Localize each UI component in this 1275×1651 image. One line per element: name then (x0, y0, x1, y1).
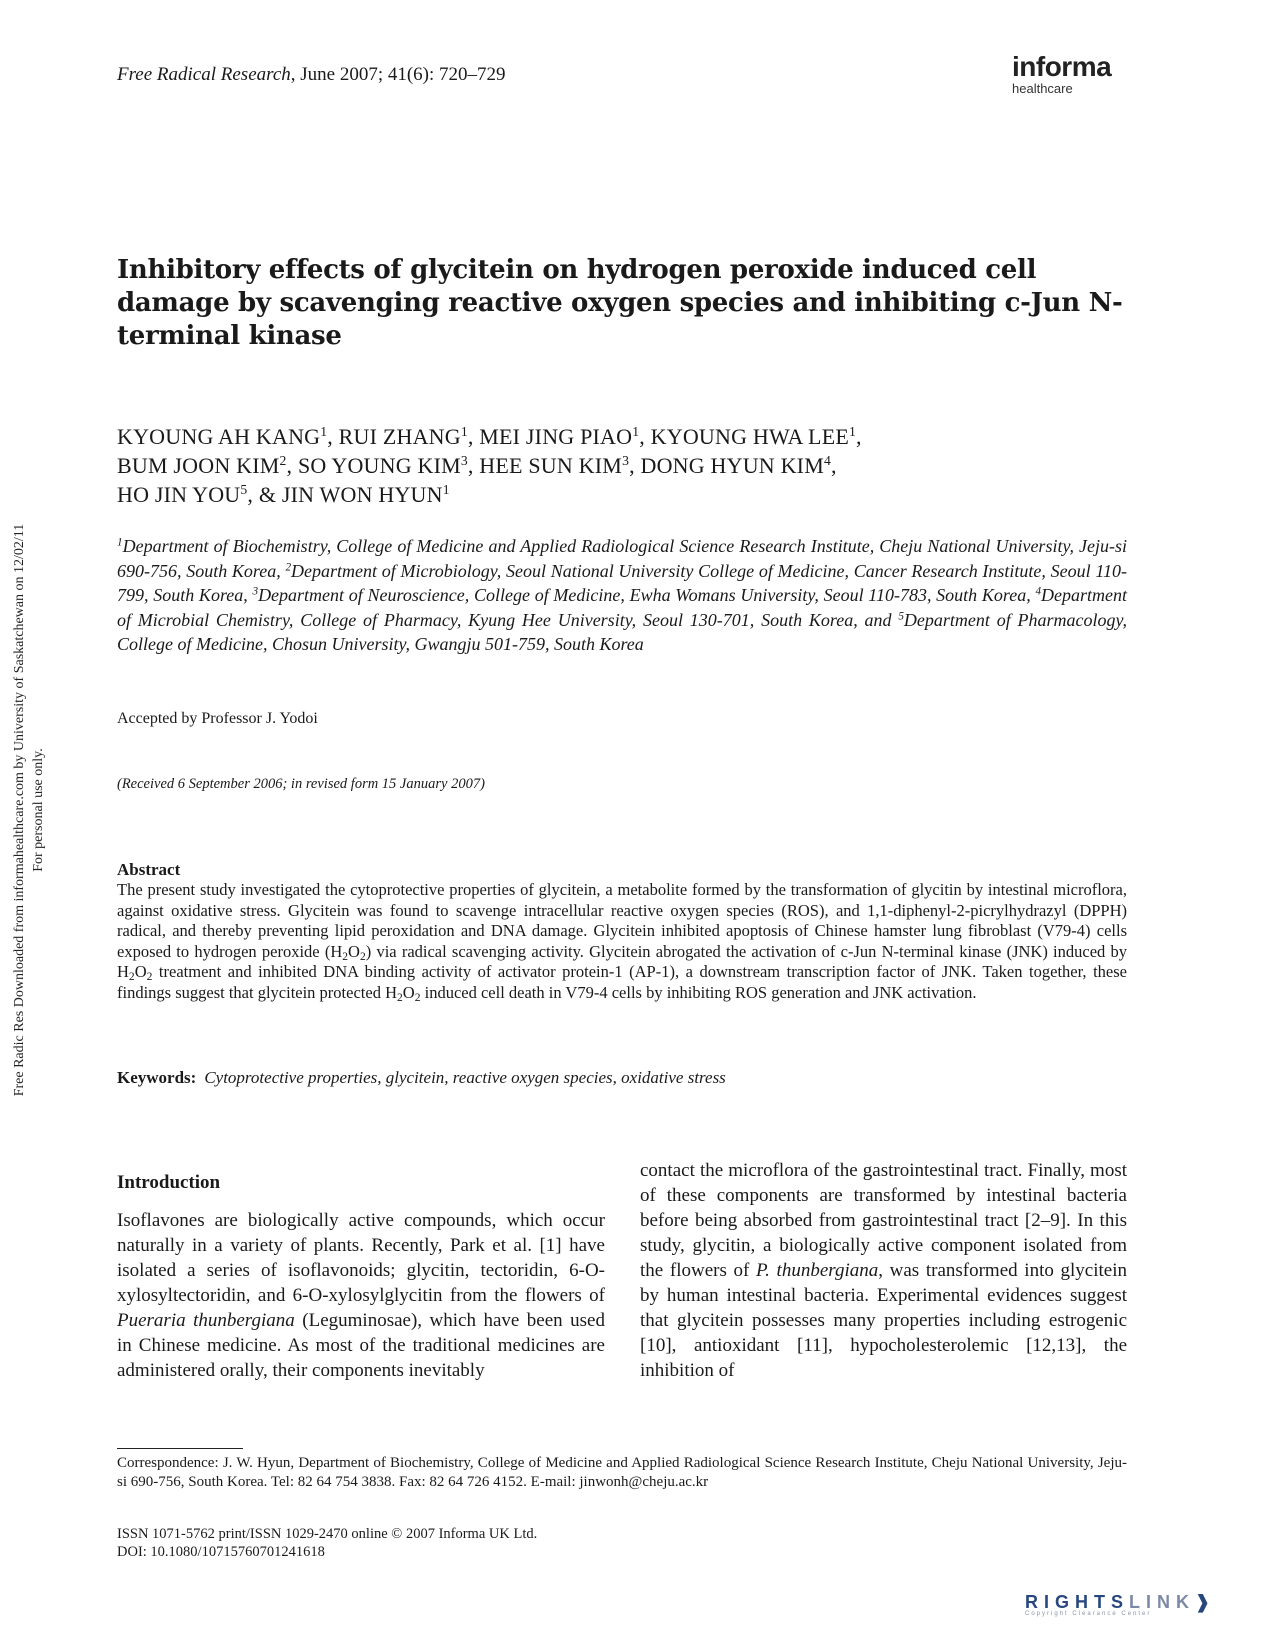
author: JIN WON HYUN (281, 482, 443, 507)
logo-sub: healthcare (1012, 81, 1073, 96)
keywords (117, 1068, 726, 1088)
author-affiliation-mark: 4 (823, 452, 831, 468)
author: BUM JOON KIM (117, 453, 280, 478)
affiliation-number: 5 (898, 609, 904, 622)
introduction-column-2: contact the microflora of the gastrointestinal tract. Finally, most of these components are transformed by intestinal bacteria before being absorbed from gastrointestinal tract [2–9]. In this study, glycitin, a biologically active component isolated from the flowers of P. thunbergiana, was transformed into glycitein by human intestinal bacteria. Experimental evidences suggest that glycitein possesses many properties including estrogenic [10], antioxidant [11], hypocholesterolemic [12,13], the inhibition of (640, 1160, 1127, 1381)
affiliation-text: Department of Pharmacology, College of Medicine, Chosun University, Gwangju 501-759, South Korea (117, 609, 1127, 654)
rightslink-a: RIGHTS (1025, 1592, 1130, 1612)
author: KYOUNG AH KANG (117, 424, 321, 449)
publication-info (117, 1525, 537, 1561)
author-affiliation-mark: 5 (240, 481, 248, 497)
affiliation-text: Department of Microbiology, Seoul National University College of Medicine, Cancer Research Institute, Seoul 110-799, South Korea, (117, 560, 1127, 605)
rightslink-logo[interactable] (1025, 1592, 1265, 1617)
abstract-heading: Abstract (117, 860, 181, 879)
formula-h2o2: $H_2O_2$ (330, 941, 366, 963)
keywords-text: Cytoprotective properties, glycitein, reactive oxygen species, oxidative stress (204, 1068, 726, 1087)
issn: ISSN 1071-5762 print/ISSN 1029-2470 online © 2007 Informa UK Ltd. (117, 1526, 538, 1542)
keywords-label: Keywords: (117, 1068, 197, 1087)
informa-logo (1012, 52, 1142, 96)
author-affiliation-mark: 1 (320, 423, 328, 439)
author: KYOUNG HWA LEE (650, 424, 849, 449)
affiliation-number: 3 (252, 585, 259, 598)
journal-citation (117, 64, 506, 86)
author-affiliation-mark: 3 (460, 452, 468, 468)
author-affiliation-mark: 1 (442, 481, 450, 497)
rightslink-b: LINK (1129, 1592, 1196, 1612)
abstract-text: The present study investigated the cytoprotective properties of glycitein, a metabolite formed by the transformation of glycitin by intestinal microflora, against oxidative stress. Glycitein was found to scavenge intracellular reactive oxygen species (ROS), and 1,1-diphenyl-2-picrylhydrazyl (DPPH) radical, and thereby preventing lipid peroxidation and DNA damage. Glycitein inhibited apoptosis of Chinese hamster lung fibroblast (V79-4) cells exposed to hydrogen peroxide $(H_2O_2)$ via radical scavenging activity. Glycitein abrogated the activation of c-Jun N-terminal kinase (JNK) induced by $H_2O_2$ treatment and inhibited DNA binding activity of activator protein-1 (AP-1), a downstream transcription factor of JNK. Taken together, these findings suggest that glycitein protected $H_2O_2$ induced cell death in V79-4 cells by inhibiting ROS generation and JNK activation. (117, 880, 1127, 1004)
journal-name: Free Radical Research (117, 64, 291, 85)
author-affiliation-mark: 2 (279, 452, 287, 468)
author: SO YOUNG KIM (297, 453, 461, 478)
affiliation-number: 4 (1035, 585, 1042, 598)
author: DONG HYUN KIM (640, 453, 824, 478)
accepted-by: Accepted by Professor J. Yodoi (117, 710, 318, 727)
formula-h2o2: $H_2O_2$ (117, 962, 153, 983)
author: RUI ZHANG (338, 424, 461, 449)
affiliation-text: Department of Neuroscience, College of Medicine, Ewha Womans University, Seoul 110-783, South Korea, (258, 585, 1036, 605)
correspondence: Correspondence: J. W. Hyun, Department of Biochemistry, College of Medicine and Applied Radiological Science Research Institute, Cheju National University, Jeju-si 690-756, South Korea. Tel: 82 64 754 3838. Fax: 82 64 726 4152. E-mail: jinwonh@cheju.ac.kr (117, 1455, 1127, 1490)
author: HO JIN YOU (117, 482, 241, 507)
watermark-line-2: For personal use only. (31, 748, 46, 872)
doi: DOI: 10.1080/10715760701241618 (117, 1544, 325, 1560)
author-affiliation-mark: 1 (632, 423, 640, 439)
author-list: KYOUNG AH KANG$^1$, RUI ZHANG$^1$, MEI JING PIAO$^1$, KYOUNG HWA LEE$^1$, BUM JOON KIM$^2$, SO YOUNG KIM$^3$, HEE SUN KIM$^3$, DONG HYUN KIM$^4$, HO JIN YOU$^5$, & JIN WON HYUN$^1$ (117, 423, 862, 507)
received-dates: (Received 6 September 2006; in revised form 15 January 2007) (117, 776, 485, 792)
logo-word: informa (1012, 51, 1112, 82)
author: HEE SUN KIM (479, 453, 623, 478)
rightslink-arrow-icon: ❱ (1195, 1592, 1217, 1612)
affiliation-number: 2 (285, 560, 292, 573)
journal-issue: , June 2007; 41(6): 720–729 (290, 64, 506, 85)
affiliation-text: Department of Biochemistry, College of Medicine and Applied Radiological Science Research Institute, Cheju National University, Jeju-si 690-756, South Korea, (117, 536, 1127, 581)
watermark-line-1: Free Radic Res Downloaded from informahealthcare.com by University of Saskatchewan on 12/02/11 (12, 523, 27, 1097)
affiliation-number: 1 (117, 536, 123, 549)
download-watermark (10, 450, 50, 1170)
affiliation-text: Department of Microbial Chemistry, College of Pharmacy, Kyung Hee University, Seoul 130-701, South Korea, and (117, 585, 1127, 630)
footnote-rule (117, 1448, 243, 1449)
formula-h2o2: $H_2O_2$ (385, 982, 421, 1004)
rightslink-sub: Copyright Clearance Center (1025, 1611, 1152, 1617)
article-title: Inhibitory effects of glycitein on hydrogen peroxide induced cell damage by scavenging reactive oxygen species and inhibiting c-Jun N-terminal kinase (117, 255, 1123, 351)
introduction-column-1: Isoflavones are biologically active compounds, which occur naturally in a variety of plants. Recently, Park et al. [1] have isolated a series of isoflavonoids; glycitin, tectoridin, 6-O-xylosyltectoridin, and 6-O-xylosylglycitin from the flowers of Pueraria thunbergiana (Leguminosae), which have been used in Chinese medicine. As most of the traditional medicines are administered orally, their components inevitably (117, 1210, 605, 1381)
author-affiliation-mark: 1 (460, 423, 468, 439)
author-affiliation-mark: 3 (622, 452, 630, 468)
affiliations (117, 534, 1127, 657)
author-affiliation-mark: 1 (848, 423, 856, 439)
introduction-heading: Introduction (117, 1172, 221, 1193)
author: MEI JING PIAO (479, 424, 633, 449)
